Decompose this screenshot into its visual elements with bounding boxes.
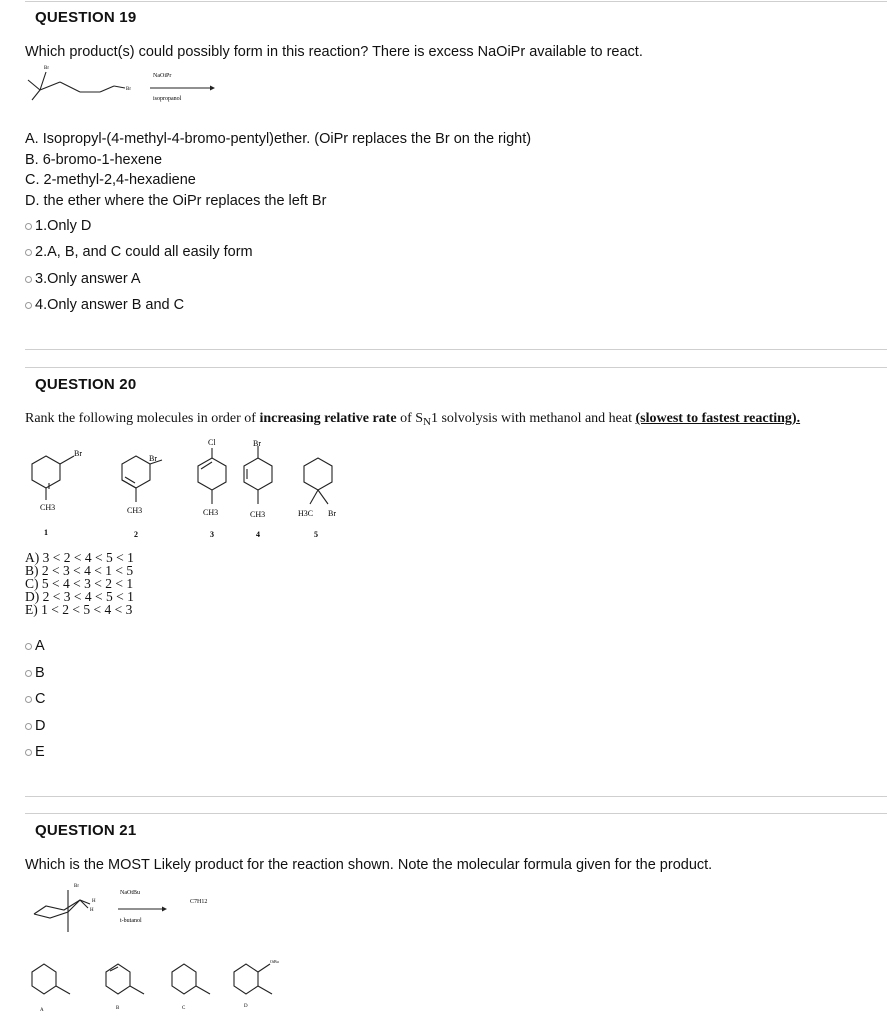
section-divider	[25, 367, 887, 368]
answer-option-1[interactable]	[25, 218, 91, 234]
choice-a: A. Isopropyl-(4-methyl-4-bromo-pentyl)ether. (OiPr replaces the Br on the right)	[25, 131, 532, 147]
answer-option-d[interactable]	[25, 718, 45, 734]
question-21-product-options	[24, 950, 304, 1016]
molecule-5-number: 5	[314, 530, 318, 539]
question-19-reaction-scheme	[22, 64, 222, 108]
molecule-3-base: CH3	[203, 508, 219, 517]
product-d-label: D	[244, 1004, 248, 1009]
radio-button-icon[interactable]	[25, 749, 32, 756]
solvent-label: isopropanol	[153, 96, 182, 102]
choice-b: B. 6-bromo-1-hexene	[25, 152, 163, 168]
answer-option-c[interactable]	[25, 691, 45, 707]
ranking-option-e: E) 1 < 2 < 5 < 4 < 3	[25, 602, 133, 617]
choice-c: C. 2-methyl-2,4-hexadiene	[25, 172, 196, 188]
reagent-label: NaOiPr	[153, 73, 172, 79]
molecule-3-number: 3	[210, 530, 214, 539]
answer-option-e[interactable]	[25, 744, 45, 760]
question-20-heading: QUESTION 20	[35, 376, 137, 393]
answer-option-3[interactable]	[25, 271, 141, 287]
answer-option-2[interactable]	[25, 244, 253, 260]
molecule-4-base: CH3	[250, 510, 266, 519]
section-divider	[25, 813, 887, 814]
molecule-5-left-group: H3C	[298, 509, 314, 518]
radio-button-icon[interactable]	[25, 249, 32, 256]
molecule-4-number: 4	[256, 530, 260, 539]
molecule-2-number: 2	[134, 530, 138, 539]
prompt-emphasis: increasing relative rate	[259, 411, 397, 426]
molecule-1-base: CH3	[40, 503, 56, 512]
question-21-prompt: Which is the MOST Likely product for the reaction shown. Note the molecular formula given for the product.	[25, 857, 713, 873]
hydrogen-label: H	[90, 908, 94, 913]
radio-button-icon[interactable]	[25, 643, 32, 650]
molecule-3-substituent: Cl	[208, 438, 216, 447]
product-formula: C7H12	[190, 899, 208, 905]
option-text: B	[35, 665, 45, 681]
radio-button-icon[interactable]	[25, 670, 32, 677]
option-text: Only answer A	[47, 271, 141, 287]
section-divider	[25, 1, 887, 2]
option-number: 1.	[35, 218, 48, 234]
question-20-molecules	[22, 436, 362, 544]
radio-button-icon[interactable]	[25, 723, 32, 730]
radio-button-icon[interactable]	[25, 276, 32, 283]
option-number: 4.	[35, 297, 48, 313]
ranking-option-c: C) 5 < 4 < 3 < 2 < 1	[25, 576, 134, 591]
question-21-heading: QUESTION 21	[35, 822, 137, 839]
bromine-label: Br	[74, 884, 79, 889]
molecule-1-number: 1	[44, 528, 48, 537]
molecule-5-right-group: Br	[328, 509, 336, 518]
question-21-reaction-scheme	[28, 880, 228, 936]
radio-button-icon[interactable]	[25, 302, 32, 309]
option-text: Only D	[47, 218, 92, 234]
answer-option-4[interactable]	[25, 297, 184, 313]
option-text: A	[35, 638, 45, 654]
bromine-label: Br	[126, 87, 131, 92]
ranking-option-a: A) 3 < 2 < 4 < 5 < 1	[25, 550, 134, 565]
product-a-label: A	[40, 1008, 44, 1013]
product-b-label: B	[116, 1006, 120, 1011]
option-text: C	[35, 691, 46, 707]
radio-button-icon[interactable]	[25, 696, 32, 703]
option-text: E	[35, 744, 45, 760]
product-d-substituent: OtBu	[270, 959, 279, 964]
ranking-option-b: B) 2 < 3 < 4 < 1 < 5	[25, 563, 134, 578]
solvent-label: t-butanol	[120, 918, 142, 924]
molecule-1-substituent: Br	[74, 449, 82, 458]
bromine-label: Br	[44, 66, 49, 71]
section-divider	[25, 349, 887, 350]
prompt-subscript: N	[423, 416, 431, 428]
radio-button-icon[interactable]	[25, 223, 32, 230]
option-text: A, B, and C could all easily form	[47, 244, 253, 260]
prompt-emphasis-underlined: (slowest to fastest reacting).	[635, 411, 801, 426]
molecule-2-substituent: Br	[149, 454, 157, 463]
choice-d: D. the ether where the OiPr replaces the left Br	[25, 193, 327, 209]
product-c-label: C	[182, 1006, 186, 1011]
option-number: 3.	[35, 271, 48, 287]
molecule-2-base: CH3	[127, 506, 143, 515]
section-divider	[25, 796, 887, 797]
question-20-prompt	[25, 411, 800, 427]
answer-option-a[interactable]	[25, 638, 45, 654]
option-number: 2.	[35, 244, 48, 260]
question-19-heading: QUESTION 19	[35, 9, 137, 26]
reagent-label: NaOtBu	[120, 890, 140, 896]
option-text: Only answer B and C	[47, 297, 185, 313]
prompt-text: Rank the following molecules in order of	[25, 411, 260, 426]
prompt-text: of S	[396, 411, 424, 426]
molecule-4-substituent: Br	[253, 439, 261, 448]
ranking-option-d: D) 2 < 3 < 4 < 5 < 1	[25, 589, 134, 604]
prompt-text: 1 solvolysis with methanol and heat	[430, 411, 636, 426]
option-text: D	[35, 718, 46, 734]
answer-option-b[interactable]	[25, 665, 45, 681]
hydrogen-label: H	[92, 899, 96, 904]
question-19-prompt: Which product(s) could possibly form in this reaction? There is excess NaOiPr available to react.	[25, 44, 643, 60]
